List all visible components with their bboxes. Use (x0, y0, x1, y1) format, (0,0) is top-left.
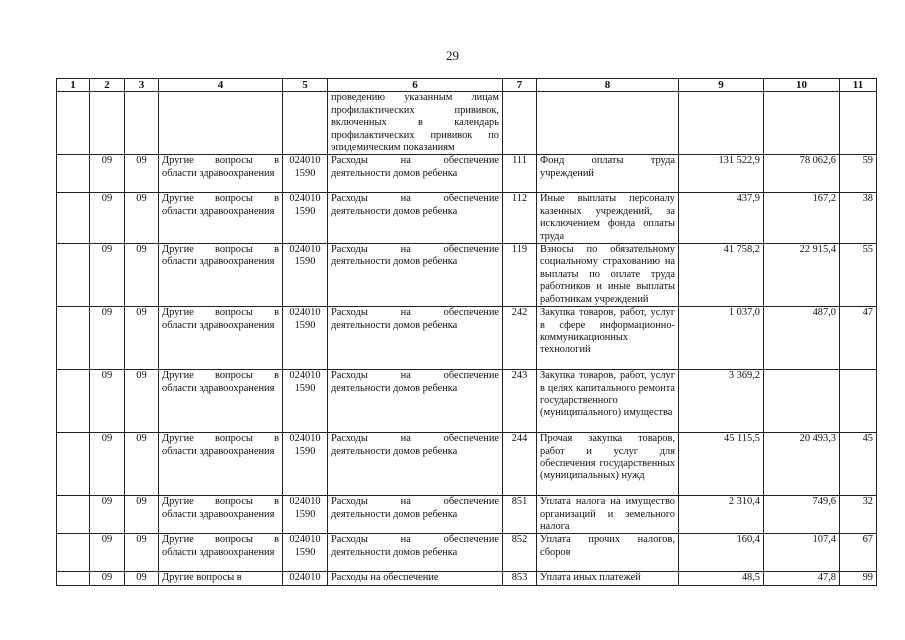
col-header: 11 (840, 79, 877, 92)
cell-percent: 55 (840, 244, 877, 307)
header-row (57, 79, 877, 92)
cell-expense-code: 242 (503, 307, 537, 370)
cell-empty (159, 92, 283, 155)
col-header: 9 (679, 79, 764, 92)
cell-empty (283, 92, 328, 155)
cell-planned-amount: 1 037,0 (679, 307, 764, 370)
cell-planned-amount: 3 369,2 (679, 370, 764, 433)
cell-empty (679, 92, 764, 155)
table-row (57, 534, 877, 572)
cell-empty (840, 92, 877, 155)
cell-target-code: 024010 1590 (283, 370, 328, 433)
cell-expense-code: 111 (503, 155, 537, 193)
cell-purpose: Расходы на обеспечение деятельности домов ребенка (328, 307, 503, 370)
cell-subsection: 09 (125, 244, 159, 307)
cell-percent (840, 370, 877, 433)
cell-expense-code: 851 (503, 496, 537, 534)
cell-empty (537, 92, 679, 155)
cell-section: 09 (90, 496, 125, 534)
cell-empty (57, 496, 90, 534)
cell-section-name: Другие вопросы в области здравоохранения (159, 496, 283, 534)
cell-subsection: 09 (125, 155, 159, 193)
table-row (57, 496, 877, 534)
cell-purpose-continuation: проведению указанным лицам профилактических прививок, включенных в календарь профилактических прививок по эпидемическим показаниям (328, 92, 503, 155)
cell-expense-type: Прочая закупка товаров, работ и услуг для обеспечения государственных (муниципальных) нужд (537, 433, 679, 496)
cell-empty (57, 193, 90, 244)
cell-subsection: 09 (125, 572, 159, 585)
cell-section-name: Другие вопросы в области здравоохранения (159, 244, 283, 307)
cell-planned-amount: 48,5 (679, 572, 764, 585)
cell-percent: 99 (840, 572, 877, 585)
cell-empty (57, 307, 90, 370)
col-header: 4 (159, 79, 283, 92)
cell-actual-amount: 47,8 (764, 572, 840, 585)
table-row (57, 572, 877, 585)
cell-purpose: Расходы на обеспечение деятельности домов ребенка (328, 244, 503, 307)
cell-subsection: 09 (125, 496, 159, 534)
cell-actual-amount: 487,0 (764, 307, 840, 370)
col-header: 8 (537, 79, 679, 92)
cell-section: 09 (90, 155, 125, 193)
cell-expense-type: Уплата налога на имущество организаций и земельного налога (537, 496, 679, 534)
cell-section-name: Другие вопросы в (159, 572, 283, 585)
cell-percent: 67 (840, 534, 877, 572)
cell-target-code: 024010 1590 (283, 307, 328, 370)
cell-section: 09 (90, 193, 125, 244)
cell-section-name: Другие вопросы в области здравоохранения (159, 433, 283, 496)
cell-actual-amount: 22 915,4 (764, 244, 840, 307)
cell-empty (57, 572, 90, 585)
cell-expense-code: 119 (503, 244, 537, 307)
table-row (57, 307, 877, 370)
cell-planned-amount: 45 115,5 (679, 433, 764, 496)
cell-actual-amount: 167,2 (764, 193, 840, 244)
cell-percent: 47 (840, 307, 877, 370)
cell-target-code: 024010 1590 (283, 534, 328, 572)
cell-empty (57, 433, 90, 496)
cell-empty (57, 534, 90, 572)
cell-section-name: Другие вопросы в области здравоохранения (159, 193, 283, 244)
cell-expense-type: Уплата прочих налогов, сборов (537, 534, 679, 572)
cell-expense-code: 853 (503, 572, 537, 585)
cell-empty (125, 92, 159, 155)
cell-planned-amount: 41 758,2 (679, 244, 764, 307)
cell-expense-code: 244 (503, 433, 537, 496)
cell-subsection: 09 (125, 433, 159, 496)
col-header: 5 (283, 79, 328, 92)
cell-section-name: Другие вопросы в области здравоохранения (159, 155, 283, 193)
cell-purpose: Расходы на обеспечение деятельности домов ребенка (328, 155, 503, 193)
cell-section-name: Другие вопросы в области здравоохранения (159, 534, 283, 572)
cell-percent: 45 (840, 433, 877, 496)
cell-section: 09 (90, 433, 125, 496)
budget-table (56, 78, 877, 586)
cell-planned-amount: 131 522,9 (679, 155, 764, 193)
cell-expense-type: Фонд оплаты труда учреждений (537, 155, 679, 193)
cell-purpose: Расходы на обеспечение (328, 572, 503, 585)
cell-planned-amount: 2 310,4 (679, 496, 764, 534)
col-header: 1 (57, 79, 90, 92)
cell-subsection: 09 (125, 534, 159, 572)
cell-subsection: 09 (125, 307, 159, 370)
cell-planned-amount: 160,4 (679, 534, 764, 572)
cell-expense-type: Уплата иных платежей (537, 572, 679, 585)
cell-actual-amount: 78 062,6 (764, 155, 840, 193)
cell-empty (90, 92, 125, 155)
col-header: 7 (503, 79, 537, 92)
cell-expense-code: 852 (503, 534, 537, 572)
cell-expense-type: Закупка товаров, работ, услуг в целях капитального ремонта государственного (муниципального) имущества (537, 370, 679, 433)
cell-expense-code: 243 (503, 370, 537, 433)
cell-actual-amount: 749,6 (764, 496, 840, 534)
cell-purpose: Расходы на обеспечение деятельности домов ребенка (328, 433, 503, 496)
cell-target-code: 024010 1590 (283, 193, 328, 244)
table-row (57, 155, 877, 193)
cell-target-code: 024010 1590 (283, 155, 328, 193)
cell-target-code: 024010 (283, 572, 328, 585)
cell-actual-amount (764, 370, 840, 433)
page-number: 29 (446, 48, 459, 63)
cell-empty (503, 92, 537, 155)
cell-purpose: Расходы на обеспечение деятельности домов ребенка (328, 370, 503, 433)
cell-percent: 32 (840, 496, 877, 534)
cell-section: 09 (90, 370, 125, 433)
cell-section: 09 (90, 534, 125, 572)
cell-expense-type: Иные выплаты персоналу казенных учреждений, за исключением фонда оплаты труда (537, 193, 679, 244)
cell-subsection: 09 (125, 193, 159, 244)
cell-subsection: 09 (125, 370, 159, 433)
cell-planned-amount: 437,9 (679, 193, 764, 244)
cell-expense-type: Закупка товаров, работ, услуг в сфере информационно-коммуникационных технологий (537, 307, 679, 370)
cell-expense-type: Взносы по обязательному социальному страхованию на выплаты по оплате труда работников и иные выплаты работникам учреждений (537, 244, 679, 307)
col-header: 2 (90, 79, 125, 92)
table-row (57, 244, 877, 307)
table-row (57, 433, 877, 496)
cell-target-code: 024010 1590 (283, 496, 328, 534)
col-header: 10 (764, 79, 840, 92)
table-row (57, 193, 877, 244)
cell-empty (57, 244, 90, 307)
cell-purpose: Расходы на обеспечение деятельности домов ребенка (328, 496, 503, 534)
cell-expense-code: 112 (503, 193, 537, 244)
cell-percent: 38 (840, 193, 877, 244)
cell-empty (764, 92, 840, 155)
cell-empty (57, 155, 90, 193)
cell-empty (57, 370, 90, 433)
cell-target-code: 024010 1590 (283, 244, 328, 307)
cell-actual-amount: 20 493,3 (764, 433, 840, 496)
table-row (57, 370, 877, 433)
col-header: 3 (125, 79, 159, 92)
cell-section-name: Другие вопросы в области здравоохранения (159, 307, 283, 370)
cell-empty (57, 92, 90, 155)
cell-section: 09 (90, 572, 125, 585)
cell-target-code: 024010 1590 (283, 433, 328, 496)
col-header: 6 (328, 79, 503, 92)
cell-percent: 59 (840, 155, 877, 193)
cell-actual-amount: 107,4 (764, 534, 840, 572)
cell-section: 09 (90, 307, 125, 370)
cell-purpose: Расходы на обеспечение деятельности домов ребенка (328, 534, 503, 572)
cell-purpose: Расходы на обеспечение деятельности домов ребенка (328, 193, 503, 244)
cell-section-name: Другие вопросы в области здравоохранения (159, 370, 283, 433)
cell-section: 09 (90, 244, 125, 307)
continuation-row (57, 92, 877, 155)
